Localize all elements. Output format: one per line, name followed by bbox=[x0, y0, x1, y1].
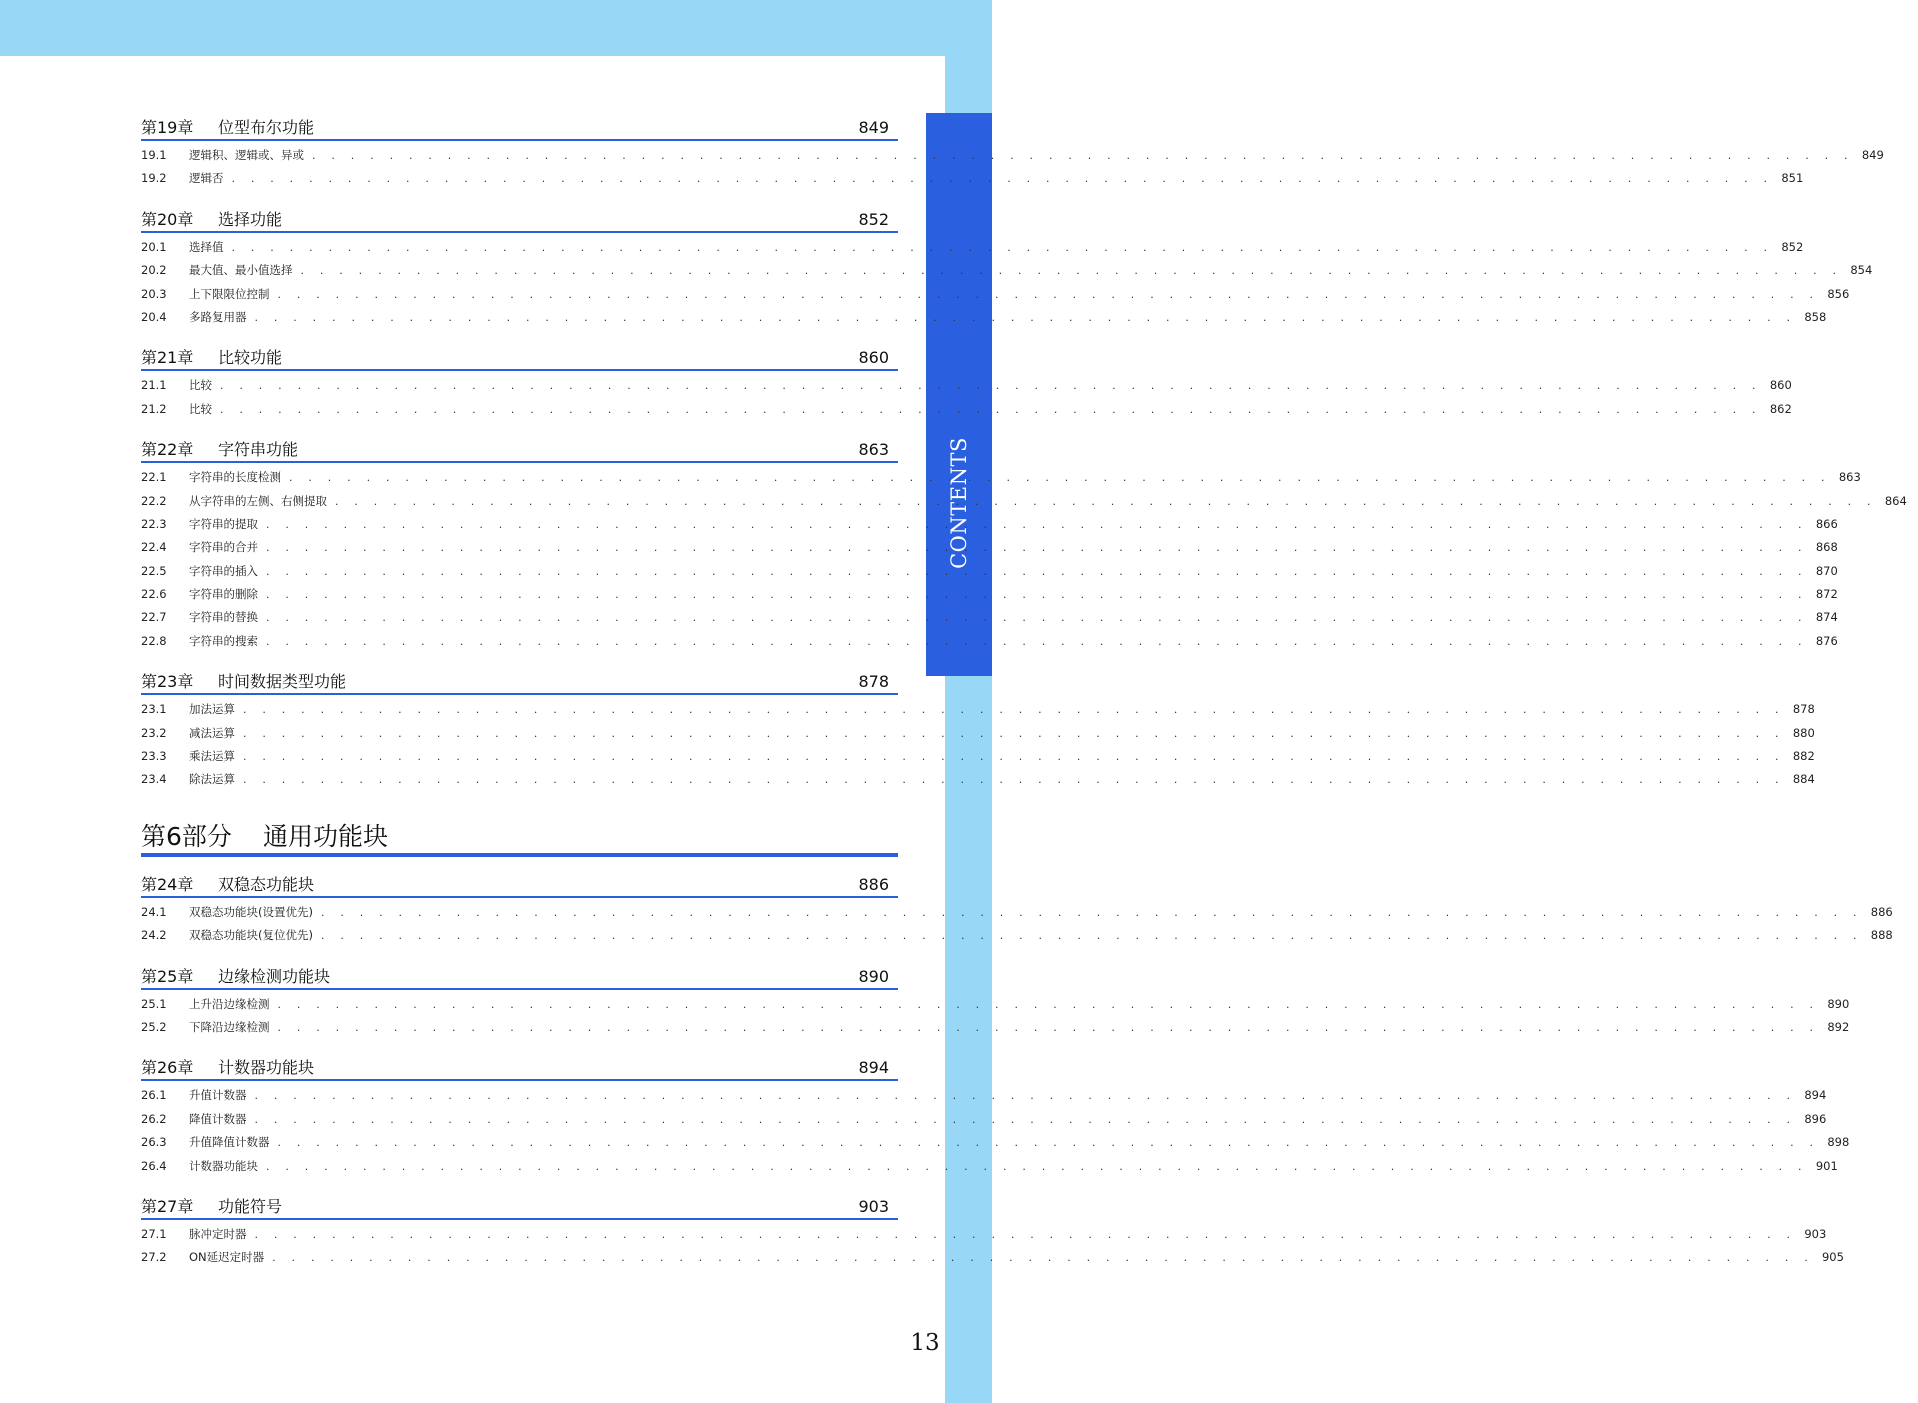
entry-title: 最大值、最小值选择 bbox=[189, 263, 293, 278]
chapter-heading[interactable] bbox=[141, 961, 898, 990]
entry-page: 870 bbox=[1815, 563, 1838, 578]
chapter-block bbox=[141, 1191, 1844, 1273]
chapter-page: 890 bbox=[858, 966, 889, 986]
entry-number: 22.6 bbox=[141, 587, 167, 602]
entry-number: 27.2 bbox=[141, 1250, 167, 1265]
contents-tab-label: CONTENTS bbox=[947, 437, 971, 569]
chapter-heading[interactable] bbox=[141, 434, 898, 463]
entry-title: 从字符串的左侧、右侧提取 bbox=[189, 493, 327, 508]
chapter-block bbox=[141, 961, 1850, 1043]
entry-number: 20.3 bbox=[141, 286, 167, 301]
toc-entry[interactable] bbox=[141, 1249, 1844, 1272]
entry-number: 20.4 bbox=[141, 309, 167, 324]
entry-list bbox=[141, 1220, 1844, 1273]
entry-title: 升值降值计数器 bbox=[189, 1135, 270, 1150]
toc-entry[interactable] bbox=[141, 469, 1861, 492]
dot-leader: . . . . . . . . . . . . . . . . . . . . . . . . . . . . . . . . . . . . . . . . . . . . . . . . . . . . . . . . . . . . . . . . . . . . . . . . . . . . . . . . bbox=[289, 471, 1831, 485]
entry-number: 22.7 bbox=[141, 610, 167, 625]
dot-leader: . . . . . . . . . . . . . . . . . . . . . . . . . . . . . . . . . . . . . . . . . . . . . . . . . . . . . . . . . . . . . . . . . . . . . . . . . . . . . . . . bbox=[254, 1112, 1797, 1126]
entry-page: 863 bbox=[1838, 470, 1861, 485]
dot-leader: . . . . . . . . . . . . . . . . . . . . . . . . . . . . . . . . . . . . . . . . . . . . . . . . . . . . . . . . . . . . . . . . . . . . . . . . . . . . . . . . bbox=[266, 1159, 1808, 1173]
toc-entry[interactable] bbox=[141, 725, 1815, 748]
entry-list bbox=[141, 141, 1884, 194]
dot-leader: . . . . . . . . . . . . . . . . . . . . . . . . . . . . . . . . . . . . . . . . . . . . . . . . . . . . . . . . . . . . . . . . . . . . . . . . . . . . . . . . bbox=[243, 703, 1785, 717]
dot-leader: . . . . . . . . . . . . . . . . . . . . . . . . . . . . . . . . . . . . . . . . . . . . . . . . . . . . . . . . . . . . . . . . . . . . . . . . . . . . . . . . bbox=[254, 1227, 1797, 1241]
entry-page: 884 bbox=[1792, 772, 1815, 787]
chapter-heading[interactable] bbox=[141, 342, 898, 371]
dot-leader: . . . . . . . . . . . . . . . . . . . . . . . . . . . . . . . . . . . . . . . . . . . . . . . . . . . . . . . . . . . . . . . . . . . . . . . . . . . . . . . . bbox=[320, 929, 1863, 943]
entry-page: 886 bbox=[1870, 904, 1893, 919]
chapter-block bbox=[141, 1052, 1850, 1181]
entry-title: 多路复用器 bbox=[189, 309, 247, 324]
entry-page: 868 bbox=[1815, 540, 1838, 555]
chapter-number: 第25章 bbox=[141, 966, 194, 986]
entry-page: 849 bbox=[1861, 148, 1884, 162]
entry-number: 19.1 bbox=[141, 148, 167, 162]
toc-entry[interactable] bbox=[141, 701, 1815, 724]
entry-number: 25.1 bbox=[141, 996, 167, 1011]
toc-entry[interactable] bbox=[141, 1087, 1827, 1110]
dot-leader: . . . . . . . . . . . . . . . . . . . . . . . . . . . . . . . . . . . . . . . . . . . . . . . . . . . . . . . . . . . . . . . . . . . . . . . . . . . . . . . . bbox=[266, 611, 1808, 625]
entry-title: 选择值 bbox=[189, 239, 224, 254]
entry-title: 上下限限位控制 bbox=[189, 286, 270, 301]
entry-number: 23.1 bbox=[141, 702, 167, 717]
chapter-title: 比较功能 bbox=[218, 348, 283, 368]
toc-entry[interactable] bbox=[141, 1158, 1838, 1181]
chapter-number: 第19章 bbox=[141, 118, 194, 137]
chapter-heading[interactable] bbox=[141, 869, 898, 898]
dot-leader: . . . . . . . . . . . . . . . . . . . . . . . . . . . . . . . . . . . . . . . . . . . . . . . . . . . . . . . . . . . . . . . . . . . . . . . . . . . . . . . . bbox=[254, 310, 1797, 324]
entry-number: 23.3 bbox=[141, 749, 167, 764]
entry-number: 20.1 bbox=[141, 239, 167, 254]
entry-title: 升值计数器 bbox=[189, 1088, 247, 1103]
toc-entry[interactable] bbox=[141, 633, 1838, 656]
entry-list bbox=[141, 898, 1893, 951]
chapter-page: 863 bbox=[858, 440, 889, 460]
entry-number: 26.3 bbox=[141, 1135, 167, 1150]
toc-entry[interactable] bbox=[141, 262, 1873, 285]
chapter-title: 选择功能 bbox=[218, 209, 283, 229]
dot-leader: . . . . . . . . . . . . . . . . . . . . . . . . . . . . . . . . . . . . . . . . . . . . . . . . . . . . . . . . . . . . . . . . . . . . . . . . . . . . . . . . bbox=[272, 1251, 1814, 1265]
entry-number: 23.4 bbox=[141, 772, 167, 787]
page-number: 13 bbox=[910, 1330, 940, 1356]
dot-leader: . . . . . . . . . . . . . . . . . . . . . . . . . . . . . . . . . . . . . . . . . . . . . . . . . . . . . . . . . . . . . . . . . . . . . . . . . . . . . . . . bbox=[243, 750, 1785, 764]
entry-number: 21.2 bbox=[141, 401, 167, 416]
dot-leader: . . . . . . . . . . . . . . . . . . . . . . . . . . . . . . . . . . . . . . . . . . . . . . . . . . . . . . . . . . . . . . . . . . . . . . . . . . . . . . . . bbox=[266, 564, 1808, 578]
toc-entry[interactable] bbox=[141, 239, 1804, 262]
toc-entry[interactable] bbox=[141, 286, 1850, 309]
entry-page: 872 bbox=[1815, 587, 1838, 602]
chapter-heading[interactable] bbox=[141, 204, 898, 233]
entry-list bbox=[141, 371, 1792, 424]
entry-title: 字符串的长度检测 bbox=[189, 470, 281, 485]
entry-title: 计数器功能块 bbox=[189, 1158, 258, 1173]
dot-leader: . . . . . . . . . . . . . . . . . . . . . . . . . . . . . . . . . . . . . . . . . . . . . . . . . . . . . . . . . . . . . . . . . . . . . . . . . . . . . . . . bbox=[266, 588, 1808, 602]
entry-page: 858 bbox=[1804, 309, 1827, 324]
dot-leader: . . . . . . . . . . . . . . . . . . . . . . . . . . . . . . . . . . . . . . . . . . . . . . . . . . . . . . . . . . . . . . . . . . . . . . . . . . . . . . . . bbox=[243, 726, 1785, 740]
dot-leader: . . . . . . . . . . . . . . . . . . . . . . . . . . . . . . . . . . . . . . . . . . . . . . . . . . . . . . . . . . . . . . . . . . . . . . . . . . . . . . . . bbox=[277, 997, 1820, 1011]
entry-number: 22.8 bbox=[141, 633, 167, 648]
chapter-title: 功能符号 bbox=[218, 1196, 283, 1216]
toc-entry[interactable] bbox=[141, 309, 1827, 332]
chapter-heading[interactable] bbox=[141, 1191, 898, 1220]
toc-entry[interactable] bbox=[141, 170, 1804, 193]
entry-number: 21.1 bbox=[141, 378, 167, 393]
entry-title: 乘法运算 bbox=[189, 749, 235, 764]
entry-page: 882 bbox=[1792, 749, 1815, 764]
entry-page: 878 bbox=[1792, 702, 1815, 717]
entry-title: ON延迟定时器 bbox=[189, 1250, 265, 1265]
entry-number: 20.2 bbox=[141, 263, 167, 278]
chapter-heading[interactable] bbox=[141, 666, 898, 695]
dot-leader: . . . . . . . . . . . . . . . . . . . . . . . . . . . . . . . . . . . . . . . . . . . . . . . . . . . . . . . . . . . . . . . . . . . . . . . . . . . . . . . . bbox=[231, 172, 1774, 186]
entry-title: 字符串的插入 bbox=[189, 563, 258, 578]
toc-entry[interactable] bbox=[141, 539, 1838, 562]
entry-number: 19.2 bbox=[141, 171, 167, 186]
toc-entry[interactable] bbox=[141, 1134, 1850, 1157]
entry-title: 比较 bbox=[189, 401, 212, 416]
entry-title: 字符串的替换 bbox=[189, 610, 258, 625]
dot-leader: . . . . . . . . . . . . . . . . . . . . . . . . . . . . . . . . . . . . . . . . . . . . . . . . . . . . . . . . . . . . . . . . . . . . . . . . . . . . . . . . bbox=[220, 402, 1762, 416]
chapter-title: 时间数据类型功能 bbox=[218, 672, 347, 692]
entry-number: 22.4 bbox=[141, 540, 167, 555]
entry-title: 比较 bbox=[189, 378, 212, 393]
chapter-number: 第20章 bbox=[141, 209, 194, 229]
dot-leader: . . . . . . . . . . . . . . . . . . . . . . . . . . . . . . . . . . . . . . . . . . . . . . . . . . . . . . . . . . . . . . . . . . . . . . . . . . . . . . . . bbox=[266, 517, 1808, 531]
entry-title: 减法运算 bbox=[189, 725, 235, 740]
entry-number: 27.1 bbox=[141, 1226, 167, 1241]
chapter-page: 903 bbox=[858, 1196, 889, 1216]
chapter-number: 第23章 bbox=[141, 672, 194, 692]
entry-page: 860 bbox=[1769, 378, 1792, 393]
dot-leader: . . . . . . . . . . . . . . . . . . . . . . . . . . . . . . . . . . . . . . . . . . . . . . . . . . . . . . . . . . . . . . . . . . . . . . . . . . . . . . . . bbox=[243, 773, 1785, 787]
entry-number: 22.1 bbox=[141, 470, 167, 485]
entry-page: 874 bbox=[1815, 610, 1838, 625]
entry-title: 逻辑否 bbox=[189, 171, 224, 186]
chapter-heading[interactable] bbox=[141, 112, 898, 141]
top-color-band bbox=[0, 0, 992, 56]
chapter-block bbox=[141, 342, 1792, 424]
chapter-title: 边缘检测功能块 bbox=[218, 966, 331, 986]
toc-entry[interactable] bbox=[141, 516, 1838, 539]
entry-title: 降值计数器 bbox=[189, 1111, 247, 1126]
entry-page: 901 bbox=[1815, 1158, 1838, 1173]
chapter-title: 字符串功能 bbox=[218, 440, 299, 460]
entry-page: 856 bbox=[1827, 286, 1850, 301]
entry-title: 字符串的删除 bbox=[189, 587, 258, 602]
chapter-page: 852 bbox=[858, 209, 889, 229]
entry-list bbox=[141, 695, 1815, 795]
entry-page: 866 bbox=[1815, 516, 1838, 531]
entry-number: 22.5 bbox=[141, 563, 167, 578]
chapter-block bbox=[141, 666, 1815, 795]
entry-title: 字符串的提取 bbox=[189, 516, 258, 531]
entry-number: 24.1 bbox=[141, 904, 167, 919]
entry-number: 26.1 bbox=[141, 1088, 167, 1103]
toc-entry[interactable] bbox=[141, 609, 1838, 632]
chapter-title: 双稳态功能块 bbox=[218, 874, 315, 894]
chapter-title: 位型布尔功能 bbox=[218, 118, 315, 137]
chapter-page: 878 bbox=[858, 672, 889, 692]
chapter-number: 第26章 bbox=[141, 1058, 194, 1078]
chapter-heading[interactable] bbox=[141, 1052, 898, 1081]
entry-page: 903 bbox=[1804, 1226, 1827, 1241]
chapter-block bbox=[141, 112, 1884, 194]
entry-page: 851 bbox=[1781, 171, 1804, 186]
dot-leader: . . . . . . . . . . . . . . . . . . . . . . . . . . . . . . . . . . . . . . . . . . . . . . . . . . . . . . . . . . . . . . . . . . . . . . . . . . . . . . . . bbox=[266, 634, 1808, 648]
entry-page: 880 bbox=[1792, 725, 1815, 740]
toc-entry[interactable] bbox=[141, 1226, 1827, 1249]
toc-entry[interactable] bbox=[141, 586, 1838, 609]
entry-number: 26.4 bbox=[141, 1158, 167, 1173]
entry-number: 22.3 bbox=[141, 516, 167, 531]
part-heading bbox=[141, 809, 898, 857]
entry-page: 852 bbox=[1781, 239, 1804, 254]
entry-list bbox=[141, 990, 1850, 1043]
entry-number: 26.2 bbox=[141, 1111, 167, 1126]
toc-entry[interactable] bbox=[141, 147, 1884, 170]
part-title: 通用功能块 bbox=[263, 821, 389, 851]
entry-number: 25.2 bbox=[141, 1019, 167, 1034]
entry-title: 双稳态功能块(设置优先) bbox=[189, 904, 313, 919]
toc-entry[interactable] bbox=[141, 904, 1893, 927]
dot-leader: . . . . . . . . . . . . . . . . . . . . . . . . . . . . . . . . . . . . . . . . . . . . . . . . . . . . . . . . . . . . . . . . . . . . . . . . . . . . . . . . bbox=[220, 379, 1762, 393]
toc-entry[interactable] bbox=[141, 377, 1792, 400]
chapter-number: 第27章 bbox=[141, 1196, 194, 1216]
dot-leader: . . . . . . . . . . . . . . . . . . . . . . . . . . . . . . . . . . . . . . . . . . . . . . . . . . . . . . . . . . . . . . . . . . . . . . . . . . . . . . . . bbox=[266, 541, 1808, 555]
dot-leader: . . . . . . . . . . . . . . . . . . . . . . . . . . . . . . . . . . . . . . . . . . . . . . . . . . . . . . . . . . . . . . . . . . . . . . . . . . . . . . . . bbox=[300, 264, 1843, 278]
dot-leader: . . . . . . . . . . . . . . . . . . . . . . . . . . . . . . . . . . . . . . . . . . . . . . . . . . . . . . . . . . . . . . . . . . . . . . . . . . . . . . . . bbox=[231, 240, 1774, 254]
chapter-block bbox=[141, 869, 1893, 951]
toc-entry[interactable] bbox=[141, 563, 1838, 586]
dot-leader: . . . . . . . . . . . . . . . . . . . . . . . . . . . . . . . . . . . . . . . . . . . . . . . . . . . . . . . . . . . . . . . . . . . . . . . . . . . . . . . . bbox=[312, 149, 1854, 162]
entry-page: 876 bbox=[1815, 633, 1838, 648]
entry-page: 896 bbox=[1804, 1111, 1827, 1126]
chapter-page: 886 bbox=[858, 874, 889, 894]
entry-page: 894 bbox=[1804, 1088, 1827, 1103]
toc-entry[interactable] bbox=[141, 493, 1907, 516]
toc-entry[interactable] bbox=[141, 748, 1815, 771]
toc-entry[interactable] bbox=[141, 996, 1850, 1019]
entry-title: 逻辑积、逻辑或、异或 bbox=[189, 148, 304, 162]
entry-title: 双稳态功能块(复位优先) bbox=[189, 928, 313, 943]
chapter-page: 860 bbox=[858, 348, 889, 368]
entry-title: 除法运算 bbox=[189, 772, 235, 787]
dot-leader: . . . . . . . . . . . . . . . . . . . . . . . . . . . . . . . . . . . . . . . . . . . . . . . . . . . . . . . . . . . . . . . . . . . . . . . . . . . . . . . . bbox=[254, 1089, 1797, 1103]
entry-number: 24.2 bbox=[141, 928, 167, 943]
entry-title: 加法运算 bbox=[189, 702, 235, 717]
entry-page: 888 bbox=[1870, 928, 1893, 943]
toc-entry[interactable] bbox=[141, 401, 1792, 424]
entry-list bbox=[141, 233, 1873, 333]
toc-entry[interactable] bbox=[141, 771, 1815, 794]
entry-title: 脉冲定时器 bbox=[189, 1226, 247, 1241]
entry-page: 905 bbox=[1821, 1250, 1844, 1265]
chapter-page: 894 bbox=[858, 1058, 889, 1078]
entry-page: 898 bbox=[1827, 1135, 1850, 1150]
entry-title: 字符串的搜索 bbox=[189, 633, 258, 648]
entry-title: 下降沿边缘检测 bbox=[189, 1019, 270, 1034]
entry-number: 22.2 bbox=[141, 493, 167, 508]
entry-page: 864 bbox=[1884, 493, 1907, 508]
chapter-number: 第21章 bbox=[141, 348, 194, 368]
chapter-page: 849 bbox=[858, 118, 889, 137]
chapter-block bbox=[141, 204, 1873, 333]
dot-leader: . . . . . . . . . . . . . . . . . . . . . . . . . . . . . . . . . . . . . . . . . . . . . . . . . . . . . . . . . . . . . . . . . . . . . . . . . . . . . . . . bbox=[335, 494, 1877, 508]
toc-entry[interactable] bbox=[141, 927, 1893, 950]
toc-entry[interactable] bbox=[141, 1111, 1827, 1134]
entry-page: 862 bbox=[1769, 401, 1792, 416]
chapter-number: 第22章 bbox=[141, 440, 194, 460]
dot-leader: . . . . . . . . . . . . . . . . . . . . . . . . . . . . . . . . . . . . . . . . . . . . . . . . . . . . . . . . . . . . . . . . . . . . . . . . . . . . . . . . bbox=[277, 1020, 1820, 1034]
entry-page: 854 bbox=[1850, 263, 1873, 278]
dot-leader: . . . . . . . . . . . . . . . . . . . . . . . . . . . . . . . . . . . . . . . . . . . . . . . . . . . . . . . . . . . . . . . . . . . . . . . . . . . . . . . . bbox=[277, 287, 1820, 301]
entry-title: 上升沿边缘检测 bbox=[189, 996, 270, 1011]
entry-page: 890 bbox=[1827, 996, 1850, 1011]
chapter-number: 第24章 bbox=[141, 874, 194, 894]
dot-leader: . . . . . . . . . . . . . . . . . . . . . . . . . . . . . . . . . . . . . . . . . . . . . . . . . . . . . . . . . . . . . . . . . . . . . . . . . . . . . . . . bbox=[277, 1136, 1820, 1150]
dot-leader: . . . . . . . . . . . . . . . . . . . . . . . . . . . . . . . . . . . . . . . . . . . . . . . . . . . . . . . . . . . . . . . . . . . . . . . . . . . . . . . . bbox=[320, 905, 1863, 919]
entry-page: 892 bbox=[1827, 1019, 1850, 1034]
toc-entry[interactable] bbox=[141, 1019, 1850, 1042]
chapter-title: 计数器功能块 bbox=[218, 1058, 315, 1078]
entry-title: 字符串的合并 bbox=[189, 540, 258, 555]
part-number: 第6部分 bbox=[141, 821, 232, 851]
entry-number: 23.2 bbox=[141, 725, 167, 740]
entry-list bbox=[141, 1081, 1850, 1181]
